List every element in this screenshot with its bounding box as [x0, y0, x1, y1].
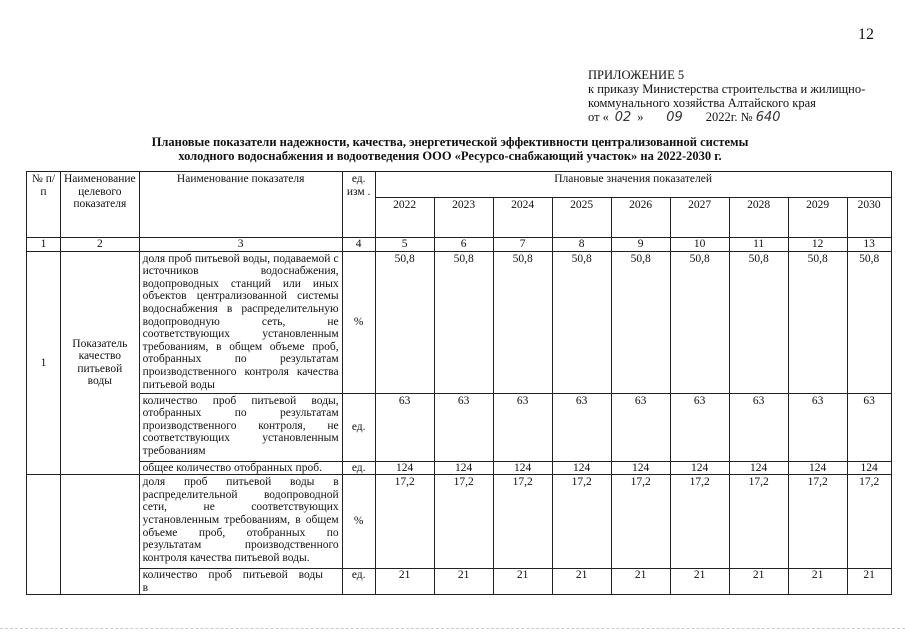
indicator-name: общее количество отобранных проб.	[139, 461, 342, 475]
header-year: 2022	[375, 198, 434, 238]
column-number: 10	[670, 238, 729, 252]
value-cell: 17,2	[670, 475, 729, 569]
table-row	[27, 569, 892, 595]
value-cell: 17,2	[493, 475, 552, 569]
indicator-name: доля проб питьевой воды, подаваемой с источников водоснабжения, водопроводных станций или иных объектов централизованной системы водоснабжения в распределительную водопроводную сеть, не соответствующих установленным требованиям, в общем объеме проб, отобранных по результатам производственного контроля качества питьевой воды	[139, 251, 342, 393]
header-year: 2023	[434, 198, 493, 238]
header-year: 2029	[788, 198, 847, 238]
column-number: 7	[493, 238, 552, 252]
unit: ед.	[342, 393, 375, 461]
value-cell: 21	[847, 569, 891, 595]
group-number: 1	[27, 251, 61, 475]
appendix-order-line1: к приказу Министерства строительства и жилищно-	[588, 82, 866, 96]
value-cell: 63	[670, 393, 729, 461]
column-number: 11	[729, 238, 788, 252]
page-number: 12	[858, 26, 874, 43]
header-unit: ед. изм .	[342, 172, 375, 238]
unit: %	[342, 475, 375, 569]
title-line-1: Плановые показатели надежности, качества, энергетической эффективности централизованной системы	[151, 135, 749, 149]
value-cell: 124	[729, 461, 788, 475]
column-number: 8	[552, 238, 611, 252]
value-cell: 21	[670, 569, 729, 595]
value-cell: 124	[375, 461, 434, 475]
value-cell: 50,8	[788, 251, 847, 393]
value-cell: 124	[493, 461, 552, 475]
group-number-empty	[27, 475, 61, 595]
value-cell: 21	[552, 569, 611, 595]
value-cell: 17,2	[434, 475, 493, 569]
column-number: 4	[342, 238, 375, 252]
value-cell: 124	[611, 461, 670, 475]
handwritten-number: 640	[755, 110, 781, 125]
value-cell: 17,2	[552, 475, 611, 569]
appendix-date-line	[588, 110, 865, 125]
value-cell: 17,2	[729, 475, 788, 569]
header-target-indicator: Наименование целевого показателя	[61, 172, 140, 238]
value-cell: 63	[788, 393, 847, 461]
value-cell: 63	[375, 393, 434, 461]
indicator-name: доля проб питьевой воды в распределительной водопроводной сети, не соответствующих установленным требованиям, в общем объеме проб, отобранных по результатам производственного контроля качества питьевой воды.	[139, 475, 342, 569]
column-number: 2	[61, 238, 140, 252]
value-cell: 21	[493, 569, 552, 595]
unit: %	[342, 251, 375, 393]
value-cell: 63	[729, 393, 788, 461]
header-year: 2024	[493, 198, 552, 238]
value-cell: 50,8	[375, 251, 434, 393]
table-row	[27, 461, 892, 475]
indicator-name: количество проб питьевой воды в	[139, 569, 342, 595]
value-cell: 50,8	[729, 251, 788, 393]
value-cell: 50,8	[847, 251, 891, 393]
date-mid: »	[637, 110, 644, 124]
group-target-empty	[61, 475, 140, 595]
value-cell: 63	[493, 393, 552, 461]
value-cell: 124	[434, 461, 493, 475]
value-cell: 63	[611, 393, 670, 461]
column-number: 6	[434, 238, 493, 252]
scan-edge	[0, 628, 905, 630]
value-cell: 17,2	[611, 475, 670, 569]
value-cell: 63	[847, 393, 891, 461]
value-cell: 124	[670, 461, 729, 475]
value-cell: 21	[788, 569, 847, 595]
table-row	[27, 251, 892, 393]
column-numbers-row	[27, 238, 892, 252]
value-cell: 124	[552, 461, 611, 475]
value-cell: 50,8	[552, 251, 611, 393]
value-cell: 50,8	[434, 251, 493, 393]
indicator-name: количество проб питьевой воды, отобранных по результатам производственного контроля, не соответствующих установленным требованиям	[139, 393, 342, 461]
column-number: 1	[27, 238, 61, 252]
column-number: 13	[847, 238, 891, 252]
value-cell: 21	[375, 569, 434, 595]
appendix-header	[588, 68, 865, 125]
appendix-title: ПРИЛОЖЕНИЕ 5	[588, 68, 685, 82]
value-cell: 17,2	[375, 475, 434, 569]
header-year: 2027	[670, 198, 729, 238]
column-number: 12	[788, 238, 847, 252]
date-year: 2022г. №	[705, 110, 753, 124]
column-number: 9	[611, 238, 670, 252]
value-cell: 17,2	[788, 475, 847, 569]
indicators-table	[26, 171, 892, 595]
document-title	[120, 135, 780, 163]
table-row	[27, 475, 892, 569]
header-year: 2028	[729, 198, 788, 238]
value-cell: 50,8	[493, 251, 552, 393]
value-cell: 63	[552, 393, 611, 461]
value-cell: 21	[434, 569, 493, 595]
handwritten-month: 09	[666, 110, 683, 125]
header-indicator-name: Наименование показателя	[139, 172, 342, 238]
value-cell: 124	[788, 461, 847, 475]
value-cell: 63	[434, 393, 493, 461]
table-row	[27, 393, 892, 461]
header-row-1	[27, 172, 892, 198]
handwritten-day: 02	[614, 110, 632, 125]
column-number: 3	[139, 238, 342, 252]
header-year: 2030	[847, 198, 891, 238]
title-line-2: холодного водоснабжения и водоотведения ООО «Ресурсо-снабжающий участок» на 2022-2030 г.	[178, 149, 722, 163]
header-year: 2025	[552, 198, 611, 238]
value-cell: 21	[611, 569, 670, 595]
value-cell: 50,8	[670, 251, 729, 393]
header-year: 2026	[611, 198, 670, 238]
header-planned-values: Плановые значения показателей	[375, 172, 891, 198]
header-num: № п/п	[27, 172, 61, 238]
unit: ед.	[342, 569, 375, 595]
value-cell: 124	[847, 461, 891, 475]
value-cell: 21	[729, 569, 788, 595]
column-number: 5	[375, 238, 434, 252]
date-prefix: от «	[588, 110, 609, 124]
value-cell: 17,2	[847, 475, 891, 569]
value-cell: 50,8	[611, 251, 670, 393]
group-target-name: Показатель качество питьевой воды	[61, 251, 140, 475]
unit: ед.	[342, 461, 375, 475]
appendix-order-line2: коммунального хозяйства Алтайского края	[588, 96, 816, 110]
